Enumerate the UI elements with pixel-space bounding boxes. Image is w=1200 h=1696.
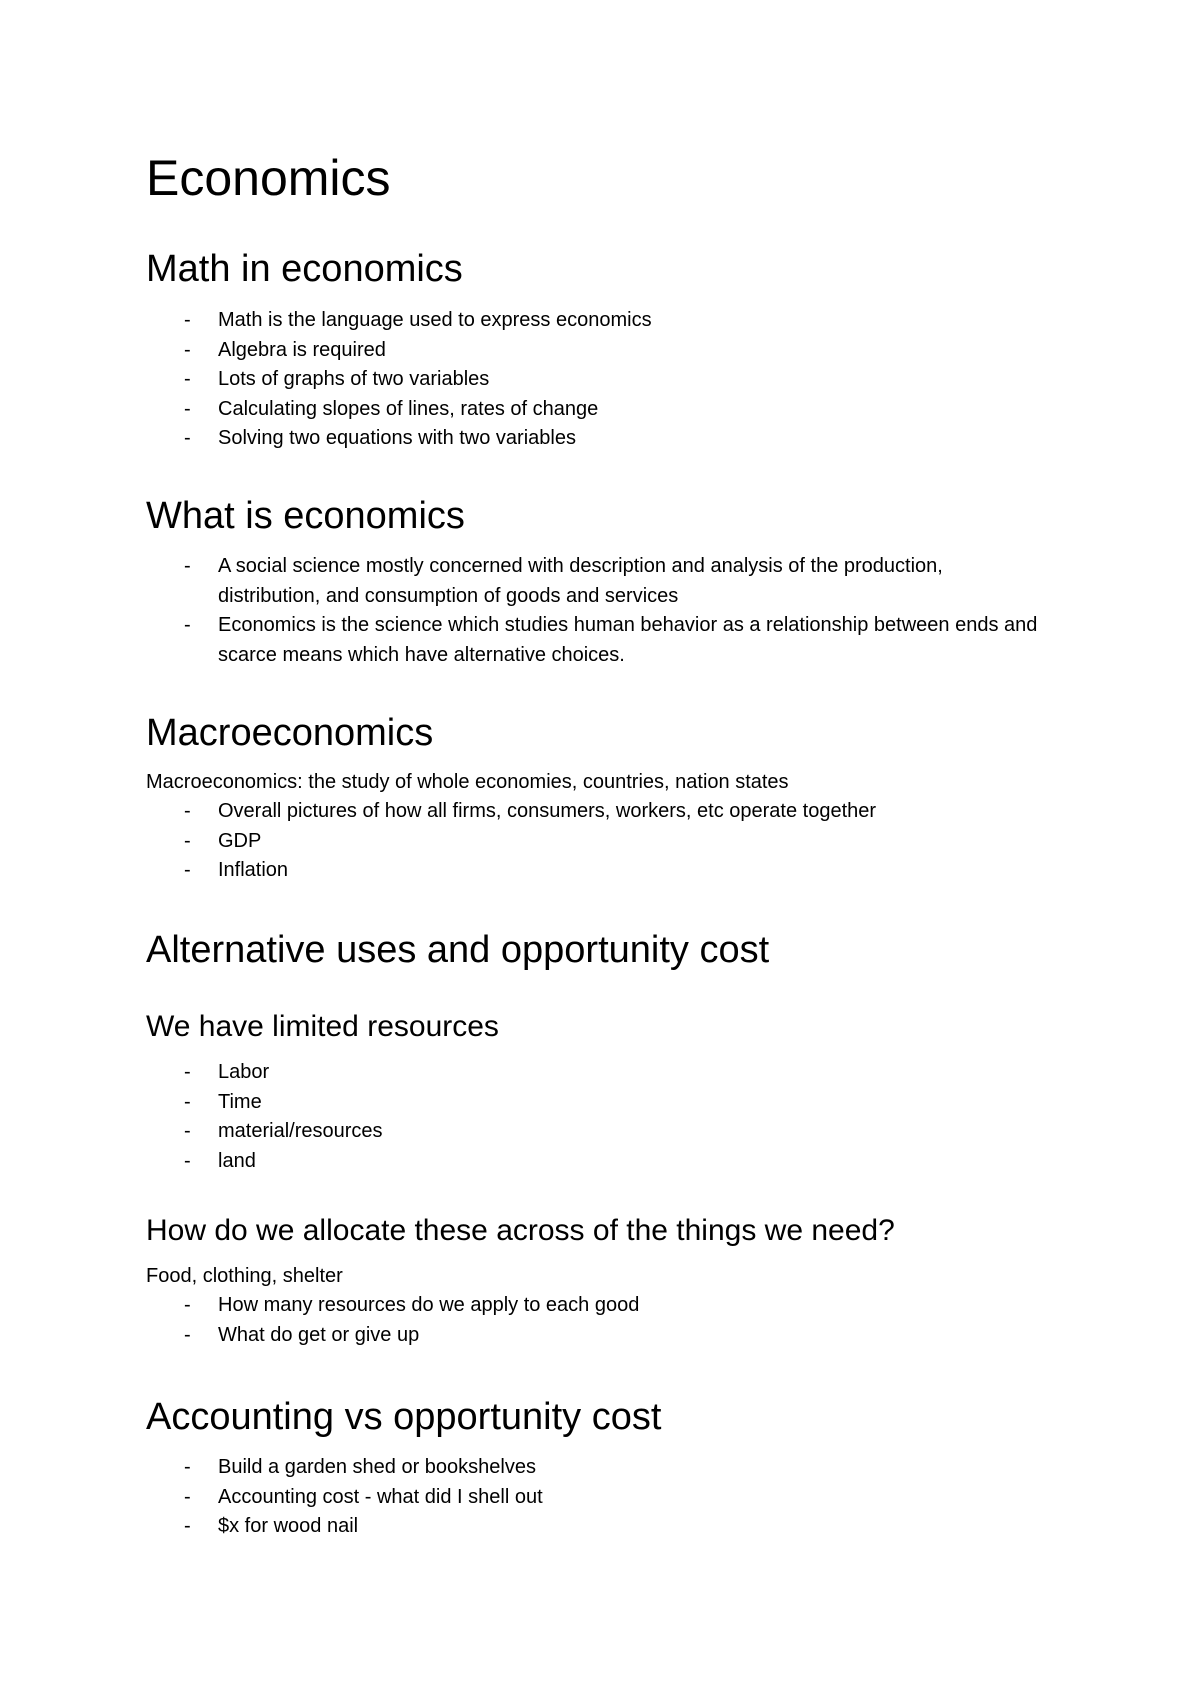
list-item: - Labor bbox=[146, 1058, 1038, 1088]
heading-limited-resources: We have limited resources bbox=[146, 1010, 499, 1043]
list-item: - How many resources do we apply to each good bbox=[146, 1291, 1038, 1321]
macro-intro: Macroeconomics: the study of whole economies, countries, nation states bbox=[146, 771, 789, 793]
list-item: - material/resources bbox=[146, 1117, 1038, 1147]
accounting-list bbox=[146, 1453, 1038, 1542]
list-item: - What do get or give up bbox=[146, 1321, 1038, 1351]
heading-accounting-vs-opportunity-cost: Accounting vs opportunity cost bbox=[146, 1396, 662, 1438]
allocate-list bbox=[146, 1291, 1038, 1350]
list-item: - Solving two equations with two variables bbox=[146, 424, 1038, 454]
list-item: - $x for wood nail bbox=[146, 1512, 1038, 1542]
heading-math-in-economics: Math in economics bbox=[146, 248, 463, 290]
list-item: - Build a garden shed or bookshelves bbox=[146, 1453, 1038, 1483]
list-item: - Economics is the science which studies human behavior as a relationship between ends and scarce means which have alternative choices. bbox=[146, 611, 1038, 670]
list-item: - Lots of graphs of two variables bbox=[146, 365, 1038, 395]
list-item: - Accounting cost - what did I shell out bbox=[146, 1483, 1038, 1513]
list-item: - Math is the language used to express economics bbox=[146, 306, 1038, 336]
list-item: - Calculating slopes of lines, rates of change bbox=[146, 395, 1038, 425]
list-item: - Inflation bbox=[146, 856, 1038, 886]
heading-allocate: How do we allocate these across of the things we need? bbox=[146, 1214, 895, 1247]
heading-alternative-uses: Alternative uses and opportunity cost bbox=[146, 929, 770, 971]
heading-what-is-economics: What is economics bbox=[146, 495, 465, 537]
limited-resources-list bbox=[146, 1058, 1038, 1176]
macro-list bbox=[146, 797, 1038, 886]
list-item: - GDP bbox=[146, 827, 1038, 857]
list-item: - Overall pictures of how all firms, consumers, workers, etc operate together bbox=[146, 797, 1038, 827]
document-title: Economics bbox=[146, 150, 391, 206]
what-list bbox=[146, 552, 1038, 670]
allocate-intro: Food, clothing, shelter bbox=[146, 1265, 343, 1287]
list-item: - Algebra is required bbox=[146, 336, 1038, 366]
list-item: - land bbox=[146, 1147, 1038, 1177]
heading-macroeconomics: Macroeconomics bbox=[146, 712, 434, 754]
list-item: - Time bbox=[146, 1088, 1038, 1118]
list-item: - A social science mostly concerned with description and analysis of the production, distribution, and consumption of goods and services bbox=[146, 552, 1038, 611]
math-list bbox=[146, 306, 1038, 454]
